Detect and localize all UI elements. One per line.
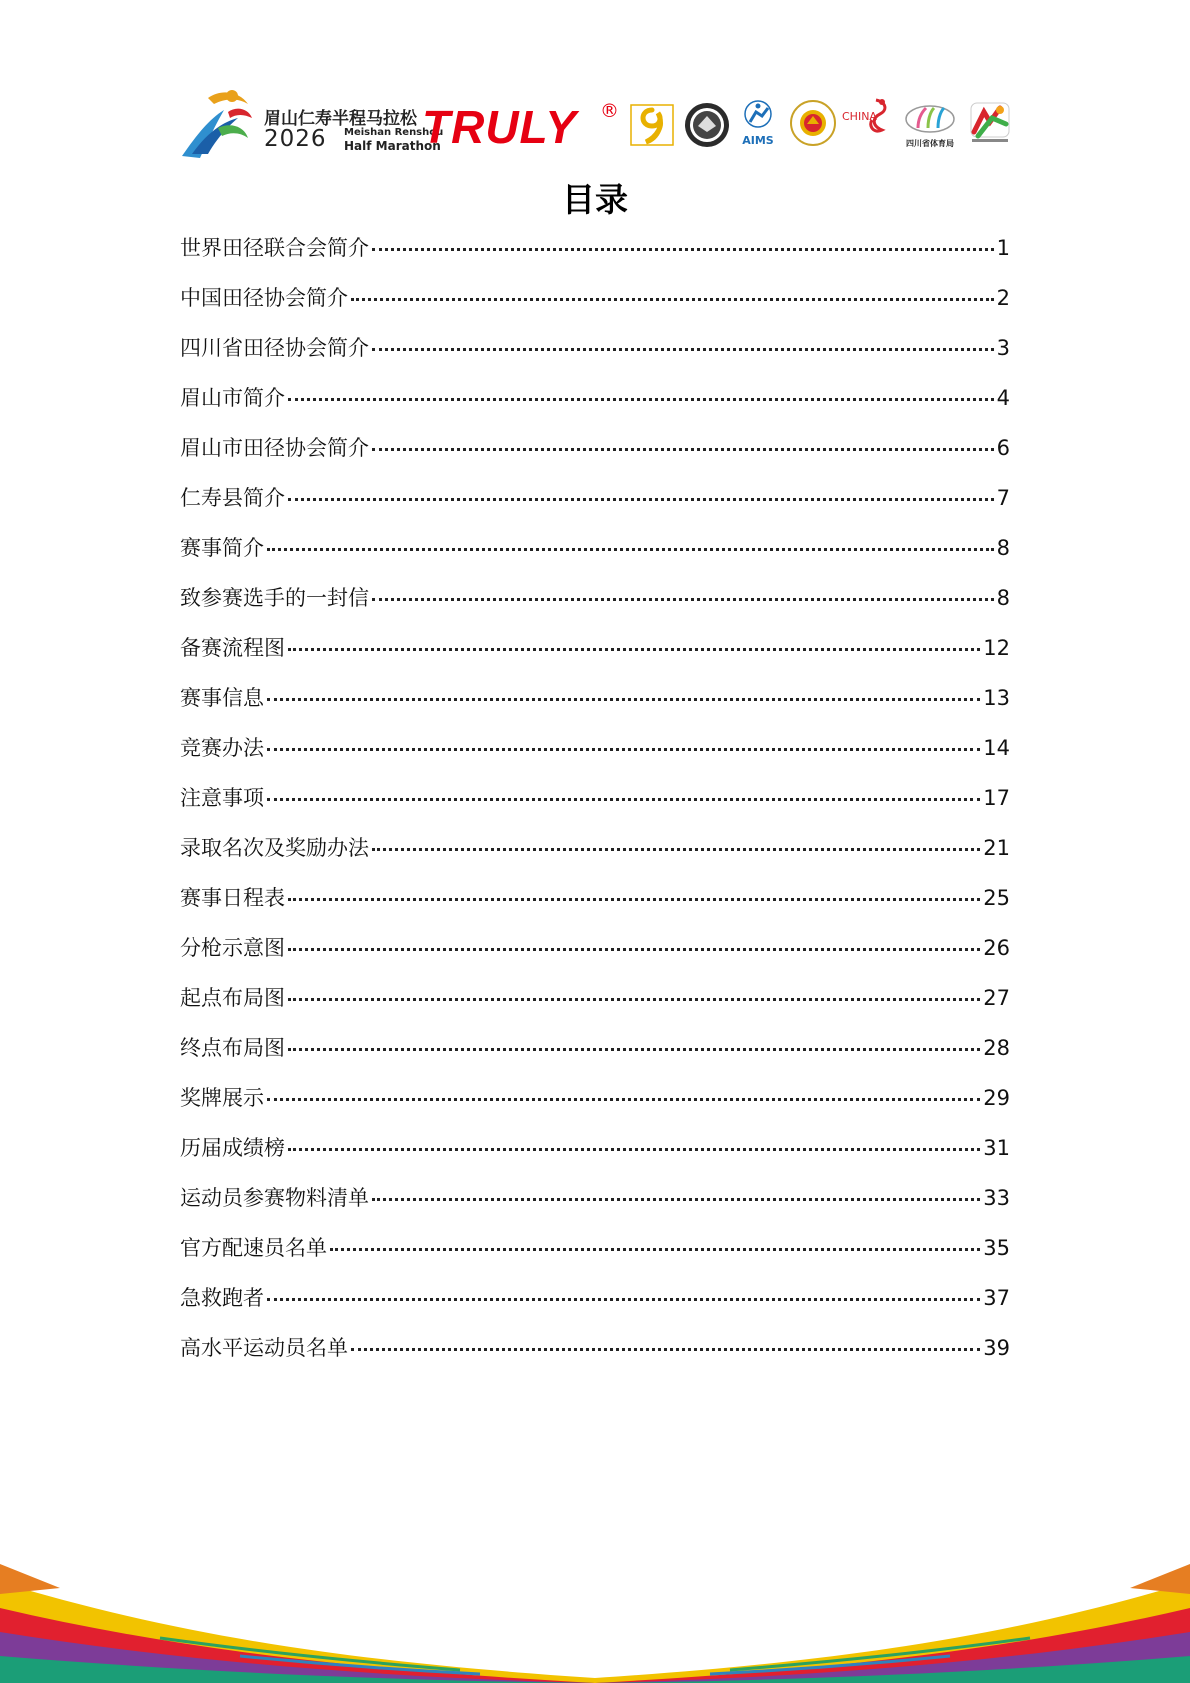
toc-entry-page: 25 <box>983 886 1010 910</box>
anniversary-9th-icon <box>630 104 674 148</box>
toc-entry[interactable] <box>180 1082 1010 1132</box>
caa-seal-icon <box>790 100 836 146</box>
toc-entry-page: 8 <box>996 536 1010 560</box>
toc-entry-label: 录取名次及奖励办法 <box>180 836 369 860</box>
toc-entry[interactable] <box>180 332 1010 382</box>
toc-entry[interactable] <box>180 232 1010 282</box>
toc-entry-label: 眉山市简介 <box>180 386 285 410</box>
toc-entry[interactable] <box>180 782 1010 832</box>
toc-entry-page: 3 <box>996 336 1010 360</box>
toc-dot-leader <box>267 1297 980 1301</box>
footer-decoration <box>0 1560 1190 1683</box>
toc-dot-leader <box>288 897 980 901</box>
registered-mark: ® <box>600 100 619 122</box>
world-athletics-seal-icon <box>684 102 730 148</box>
race-name-en-line2: Half Marathon <box>344 139 441 153</box>
toc-entry-label: 终点布局图 <box>180 1036 285 1060</box>
toc-dot-leader <box>267 547 994 551</box>
toc-entry-label: 致参赛选手的一封信 <box>180 586 369 610</box>
table-of-contents <box>180 232 1010 1382</box>
sichuan-sports-bureau-logo <box>904 104 956 149</box>
toc-dot-leader <box>288 397 994 401</box>
toc-entry[interactable] <box>180 982 1010 1032</box>
toc-entry[interactable] <box>180 1182 1010 1232</box>
toc-dot-leader <box>330 1247 980 1251</box>
sponsor-brand: TRULY <box>422 101 577 153</box>
toc-dot-leader <box>267 697 980 701</box>
toc-entry-page: 2 <box>996 286 1010 310</box>
toc-entry[interactable] <box>180 1282 1010 1332</box>
page-header <box>178 82 1010 166</box>
toc-entry-page: 14 <box>983 736 1010 760</box>
toc-entry[interactable] <box>180 882 1010 932</box>
toc-dot-leader <box>267 747 980 751</box>
sichuan-sports-figures-icon <box>904 104 956 134</box>
toc-entry[interactable] <box>180 932 1010 982</box>
sichuan-sports-label: 四川省体育局 <box>906 139 954 148</box>
race-year: 2026 <box>264 126 327 152</box>
toc-entry-page: 21 <box>983 836 1010 860</box>
toc-entry-page: 26 <box>983 936 1010 960</box>
toc-entry-label: 高水平运动员名单 <box>180 1336 348 1360</box>
toc-dot-leader <box>372 247 994 251</box>
toc-entry-label: 奖牌展示 <box>180 1086 264 1110</box>
china-marathon-logo <box>842 96 894 146</box>
toc-entry-label: 赛事简介 <box>180 536 264 560</box>
toc-entry-page: 6 <box>996 436 1010 460</box>
toc-entry-label: 赛事信息 <box>180 686 264 710</box>
anniversary-logo <box>630 104 674 152</box>
toc-entry-page: 39 <box>983 1336 1010 1360</box>
toc-entry-page: 37 <box>983 1286 1010 1310</box>
toc-entry[interactable] <box>180 832 1010 882</box>
toc-entry-label: 运动员参赛物料清单 <box>180 1186 369 1210</box>
toc-entry-label: 世界田径联合会简介 <box>180 236 369 260</box>
toc-entry[interactable] <box>180 1032 1010 1082</box>
toc-dot-leader <box>288 947 980 951</box>
race-logo <box>178 84 444 166</box>
toc-dot-leader <box>372 447 994 451</box>
toc-dot-leader <box>372 1197 980 1201</box>
toc-entry[interactable] <box>180 1232 1010 1282</box>
toc-dot-leader <box>372 847 980 851</box>
toc-dot-leader <box>372 597 994 601</box>
toc-entry[interactable] <box>180 1132 1010 1182</box>
toc-entry-page: 28 <box>983 1036 1010 1060</box>
toc-dot-leader <box>288 1047 980 1051</box>
china-label: CHINA <box>842 110 877 123</box>
toc-entry-page: 7 <box>996 486 1010 510</box>
toc-entry[interactable] <box>180 482 1010 532</box>
toc-entry[interactable] <box>180 632 1010 682</box>
toc-dot-leader <box>351 1347 980 1351</box>
aims-label: AIMS <box>742 134 774 147</box>
toc-dot-leader <box>372 347 994 351</box>
toc-entry-page: 4 <box>996 386 1010 410</box>
runner-logo-icon <box>178 84 262 166</box>
aims-logo <box>738 100 778 147</box>
toc-entry-label: 仁寿县简介 <box>180 486 285 510</box>
toc-entry-label: 分枪示意图 <box>180 936 285 960</box>
toc-entry[interactable] <box>180 432 1010 482</box>
toc-entry-label: 赛事日程表 <box>180 886 285 910</box>
toc-entry-page: 31 <box>983 1136 1010 1160</box>
toc-entry-page: 8 <box>996 586 1010 610</box>
toc-entry[interactable] <box>180 382 1010 432</box>
race-name-en-line1: Meishan Renshou <box>344 127 444 138</box>
sichuan-athletics-logo <box>970 102 1010 148</box>
toc-entry-label: 注意事项 <box>180 786 264 810</box>
aims-runner-icon <box>738 100 778 134</box>
toc-dot-leader <box>288 647 980 651</box>
toc-entry-page: 27 <box>983 986 1010 1010</box>
toc-entry-page: 13 <box>983 686 1010 710</box>
toc-entry-page: 35 <box>983 1236 1010 1260</box>
toc-entry-page: 1 <box>996 236 1010 260</box>
toc-entry-label: 历届成绩榜 <box>180 1136 285 1160</box>
toc-dot-leader <box>267 1097 980 1101</box>
toc-entry[interactable] <box>180 582 1010 632</box>
toc-dot-leader <box>351 297 994 301</box>
toc-entry[interactable] <box>180 1332 1010 1382</box>
toc-entry[interactable] <box>180 682 1010 732</box>
toc-entry-page: 29 <box>983 1086 1010 1110</box>
toc-entry-page: 33 <box>983 1186 1010 1210</box>
toc-dot-leader <box>267 797 980 801</box>
toc-dot-leader <box>288 497 994 501</box>
toc-entry-label: 备赛流程图 <box>180 636 285 660</box>
toc-entry-page: 17 <box>983 786 1010 810</box>
chinese-athletics-association-logo <box>790 100 836 150</box>
toc-dot-leader <box>288 997 980 1001</box>
toc-entry-label: 竞赛办法 <box>180 736 264 760</box>
toc-entry[interactable] <box>180 532 1010 582</box>
toc-entry-label: 起点布局图 <box>180 986 285 1010</box>
toc-dot-leader <box>288 1147 980 1151</box>
toc-entry[interactable] <box>180 282 1010 332</box>
race-name-cn: 眉山仁寿半程马拉松 <box>264 109 417 129</box>
toc-entry-label: 眉山市田径协会简介 <box>180 436 369 460</box>
page-title: 目录 <box>562 180 628 219</box>
toc-entry-page: 12 <box>983 636 1010 660</box>
toc-entry-label: 官方配速员名单 <box>180 1236 327 1260</box>
toc-entry-label: 中国田径协会简介 <box>180 286 348 310</box>
world-athletics-logo <box>684 102 730 152</box>
toc-entry[interactable] <box>180 732 1010 782</box>
toc-entry-label: 四川省田径协会简介 <box>180 336 369 360</box>
sichuan-athletics-runner-icon <box>970 102 1010 144</box>
toc-entry-label: 急救跑者 <box>180 1286 264 1310</box>
